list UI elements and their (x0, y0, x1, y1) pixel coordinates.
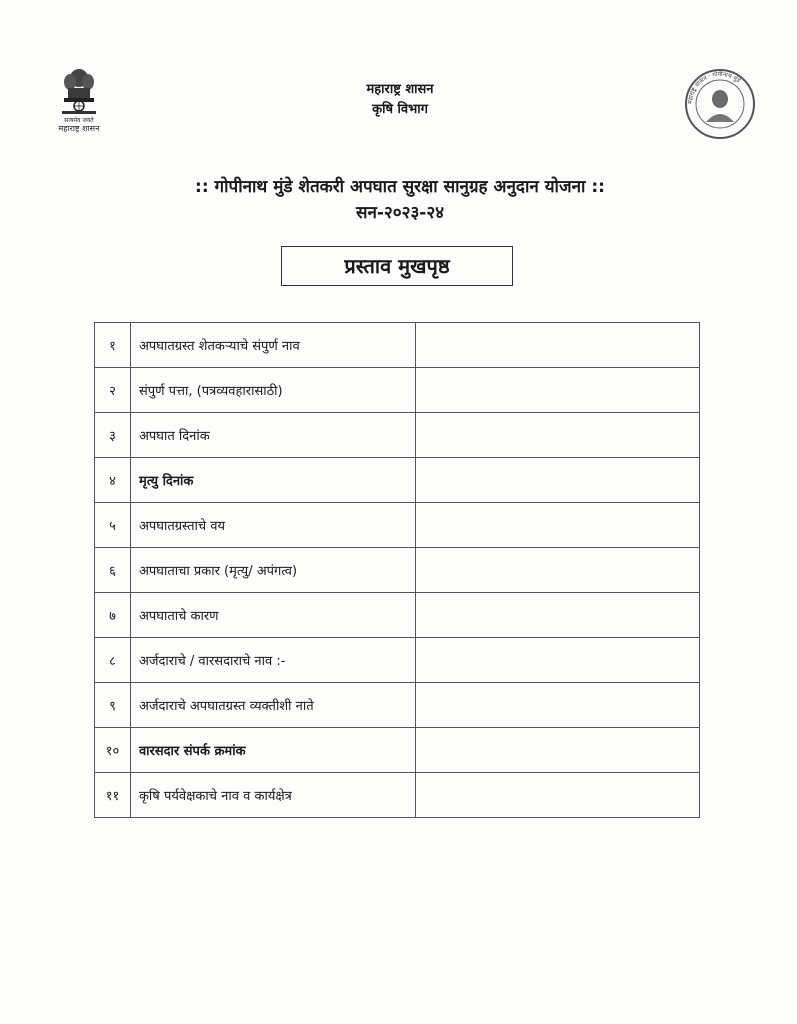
table-row (95, 728, 700, 773)
table-row (95, 638, 700, 683)
seal-ring-text: महाराष्ट्र शासन · गोपीनाथ मुंडे (686, 70, 742, 105)
row-number: ८ (95, 638, 131, 683)
row-label: संपुर्ण पत्ता, (पत्रव्यवहारासाठी) (130, 368, 415, 413)
row-value-field[interactable] (415, 728, 699, 773)
row-value-field[interactable] (415, 458, 699, 503)
row-value-field[interactable] (415, 683, 699, 728)
proposal-form-table (94, 322, 700, 818)
ashoka-emblem-icon (59, 66, 99, 116)
table-row (95, 458, 700, 503)
row-value-field[interactable] (415, 368, 699, 413)
table-row (95, 548, 700, 593)
government-name: महाराष्ट्र शासन (366, 82, 434, 97)
row-value-field[interactable] (415, 503, 699, 548)
row-value-field[interactable] (415, 593, 699, 638)
emblem-motto: सत्यमेव जयते (64, 117, 94, 124)
row-label: अपघाताचे कारण (130, 593, 415, 638)
table-row (95, 368, 700, 413)
row-label: वारसदार संपर्क क्रमांक (130, 728, 415, 773)
scheme-seal (684, 68, 756, 140)
row-label: अपघातग्रस्त शेतकऱ्याचे संपुर्ण नाव (130, 323, 415, 368)
row-value-field[interactable] (415, 323, 699, 368)
header-block (300, 80, 500, 120)
table-row (95, 503, 700, 548)
row-label: मृत्यु दिनांक (130, 458, 415, 503)
table-row (95, 323, 700, 368)
row-value-field[interactable] (415, 773, 699, 818)
row-label: कृषि पर्यवेक्षकाचे नाव व कार्यक्षेत्र (130, 773, 415, 818)
row-label: अपघातग्रस्ताचे वय (130, 503, 415, 548)
emblem-state-name: महाराष्ट्र शासन (58, 124, 100, 133)
row-number: ५ (95, 503, 131, 548)
table-row (95, 683, 700, 728)
row-number: ३ (95, 413, 131, 458)
row-number: ६ (95, 548, 131, 593)
row-number: ९ (95, 683, 131, 728)
table-row (95, 593, 700, 638)
row-number: ११ (95, 773, 131, 818)
scheme-title: :: गोपीनाथ मुंडे शेतकरी अपघात सुरक्षा सानुग्रह अनुदान योजना :: (195, 177, 605, 197)
row-number: ७ (95, 593, 131, 638)
scheme-year: सन-२०२३-२४ (355, 203, 445, 223)
row-number: ४ (95, 458, 131, 503)
state-emblem (46, 66, 112, 140)
row-label: अपघाताचा प्रकार (मृत्यु/ अपंगत्व) (130, 548, 415, 593)
row-value-field[interactable] (415, 638, 699, 683)
row-value-field[interactable] (415, 548, 699, 593)
row-label: अर्जदाराचे अपघातग्रस्त व्यक्तीशी नाते (130, 683, 415, 728)
row-label: अपघात दिनांक (130, 413, 415, 458)
table-row (95, 413, 700, 458)
row-label: अर्जदाराचे / वारसदाराचे नाव :- (130, 638, 415, 683)
row-number: १० (95, 728, 131, 773)
row-value-field[interactable] (415, 413, 699, 458)
row-number: १ (95, 323, 131, 368)
department-name: कृषि विभाग (372, 102, 428, 117)
cover-page-title: प्रस्ताव मुखपृष्ठ (281, 246, 513, 286)
table-row (95, 773, 700, 818)
seal-icon (684, 68, 756, 140)
row-number: २ (95, 368, 131, 413)
